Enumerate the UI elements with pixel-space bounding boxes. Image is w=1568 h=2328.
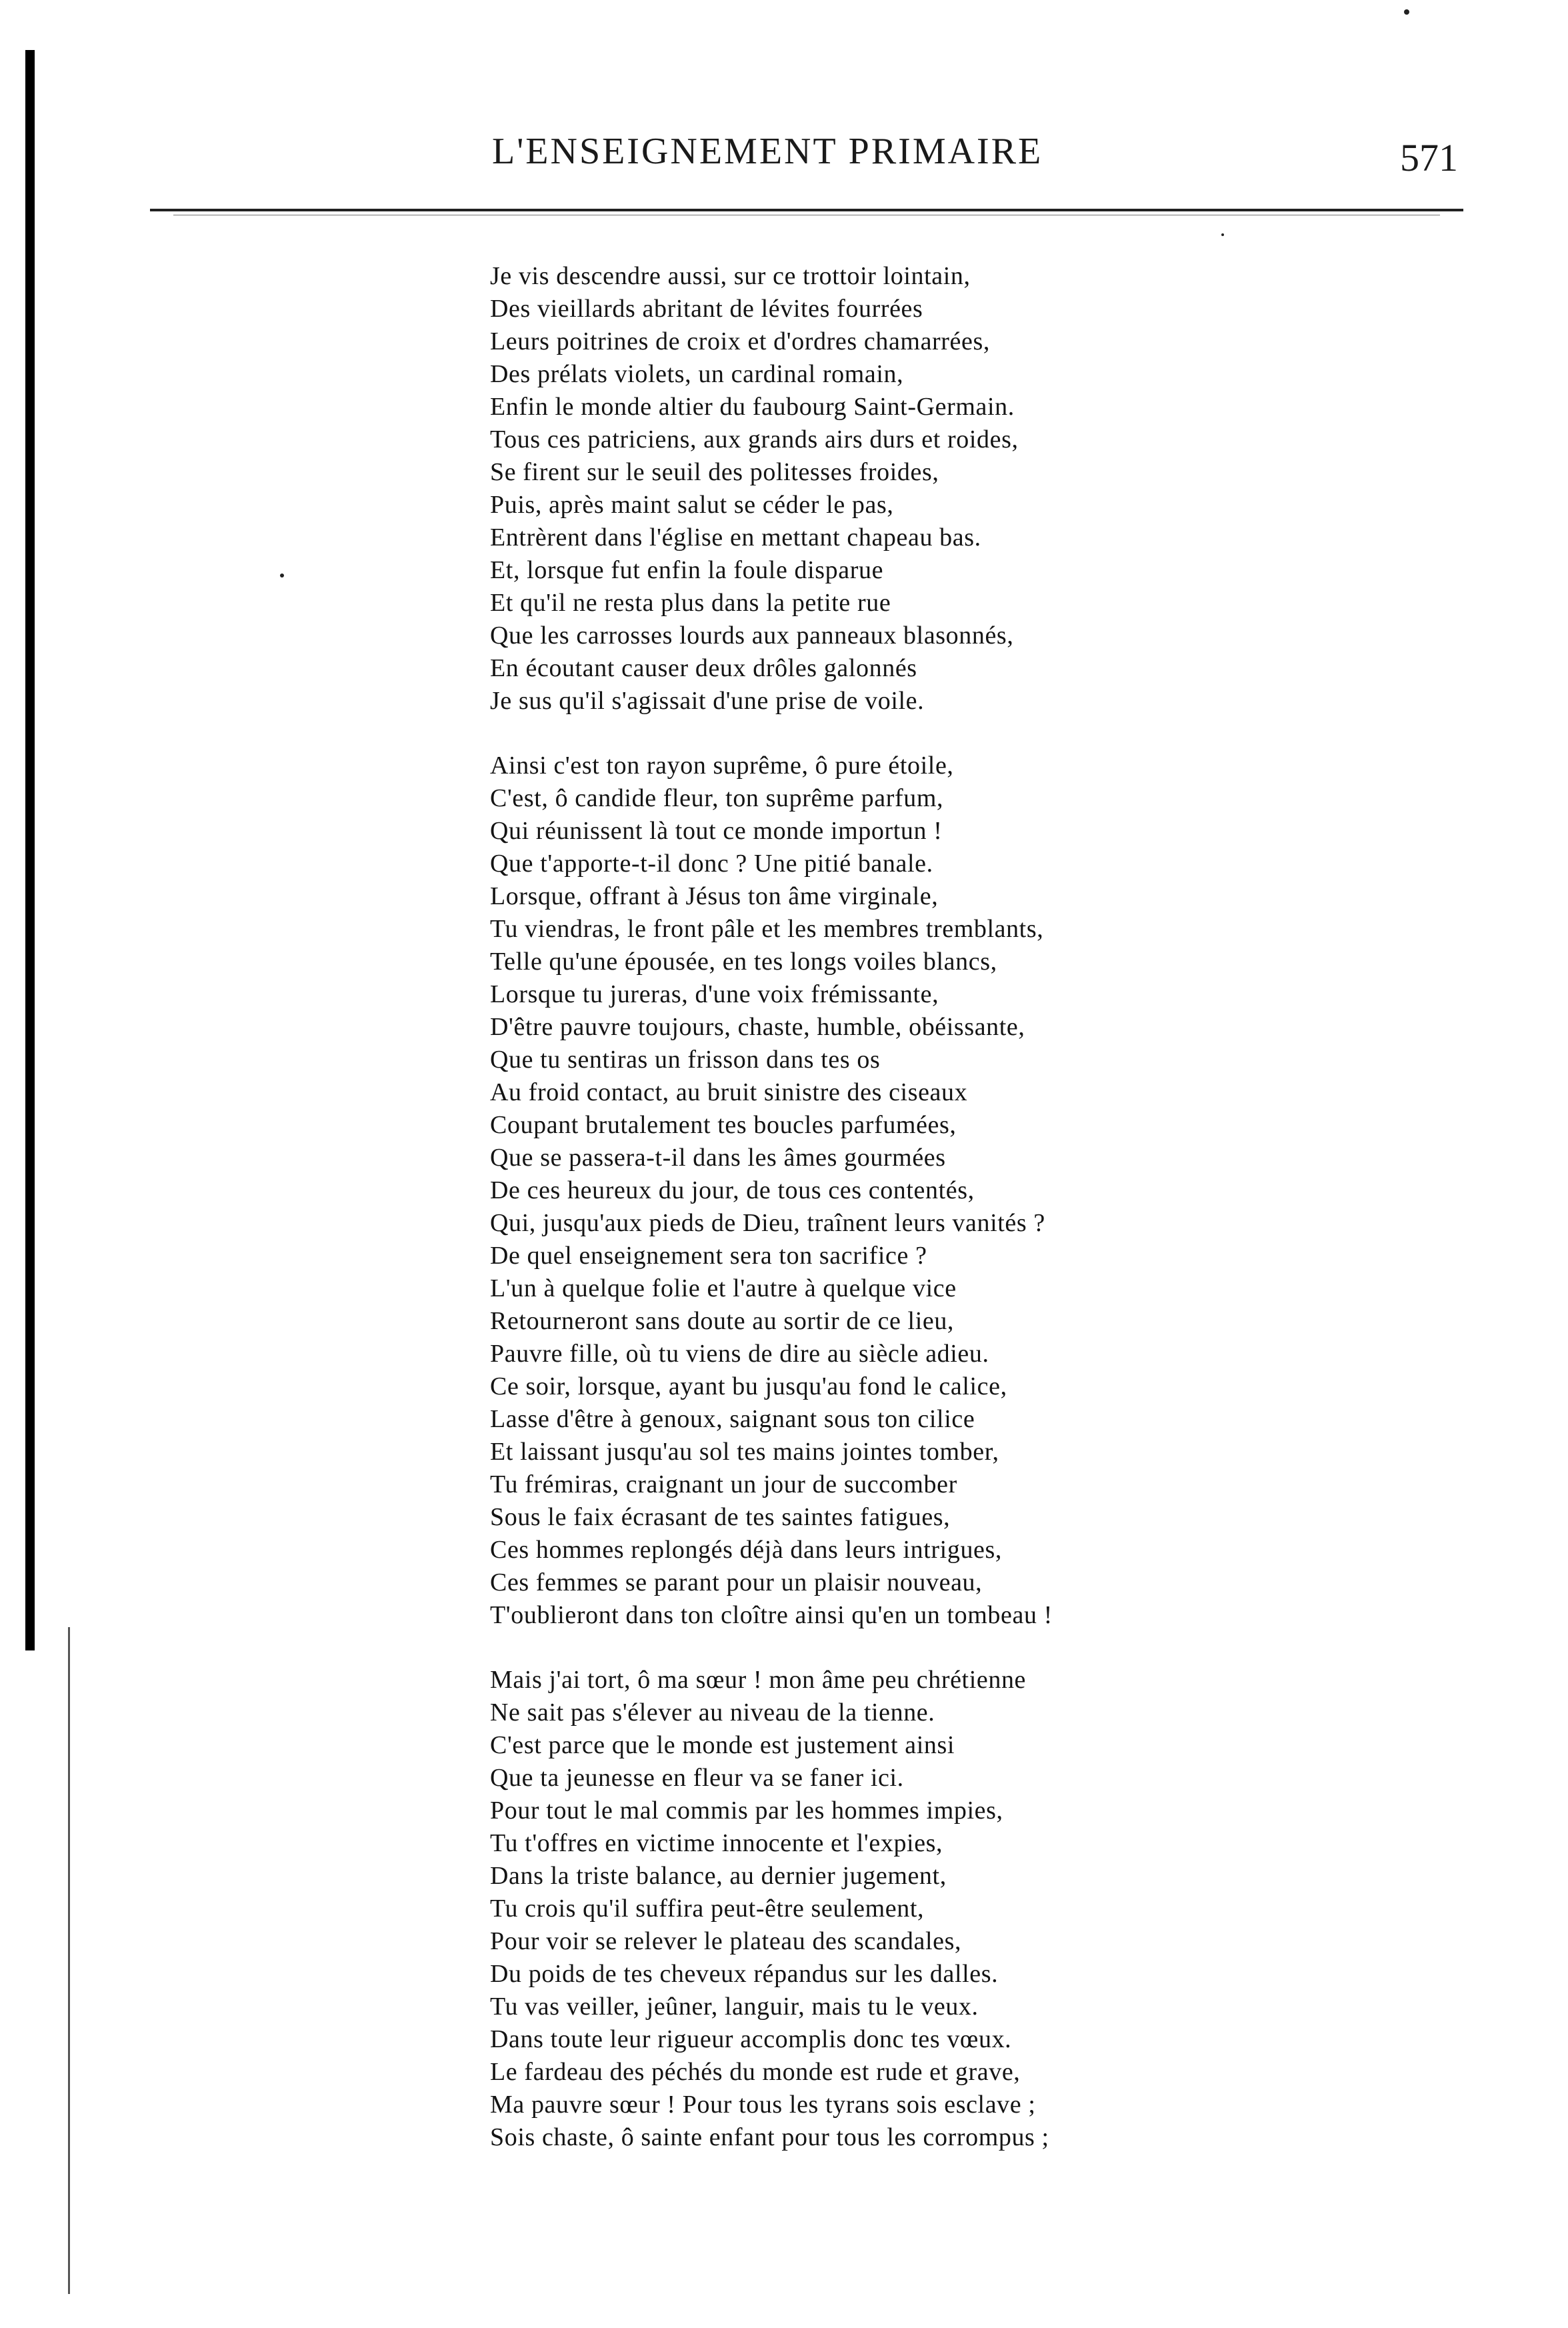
- verse-line: Ne sait pas s'élever au niveau de la tienne.: [490, 1698, 935, 1726]
- stanza: [490, 260, 1290, 718]
- header-rule: [150, 209, 1463, 211]
- verse-line: Pour voir se relever le plateau des scandales,: [490, 1927, 962, 1955]
- verse-line: Coupant brutalement tes boucles parfumées,: [490, 1111, 957, 1139]
- verse-line: Lorsque, offrant à Jésus ton âme virginale,: [490, 882, 939, 910]
- verse-line: Qui réunissent là tout ce monde importun !: [490, 817, 943, 845]
- speck: [280, 573, 284, 577]
- verse-line: Entrèrent dans l'église en mettant chapeau bas.: [490, 523, 981, 551]
- verse-line: Retourneront sans doute au sortir de ce lieu,: [490, 1307, 955, 1335]
- verse-line: Pour tout le mal commis par les hommes impies,: [490, 1797, 1003, 1825]
- verse-line: Je vis descendre aussi, sur ce trottoir lointain,: [490, 262, 971, 290]
- verse-line: Ces hommes replongés déjà dans leurs intrigues,: [490, 1536, 1002, 1564]
- poem: [490, 260, 1290, 2186]
- verse-line: Et qu'il ne resta plus dans la petite rue: [490, 589, 891, 617]
- verse-line: De quel enseignement sera ton sacrifice ?: [490, 1242, 927, 1270]
- verse-line: Enfin le monde altier du faubourg Saint-Germain.: [490, 393, 1015, 421]
- verse-line: Ainsi c'est ton rayon suprême, ô pure étoile,: [490, 752, 954, 780]
- verse-line: Dans la triste balance, au dernier jugement,: [490, 1862, 947, 1890]
- verse-line: De ces heureux du jour, de tous ces contentés,: [490, 1176, 975, 1204]
- verse-line: Lorsque tu jureras, d'une voix frémissante,: [490, 980, 939, 1008]
- verse-line: En écoutant causer deux drôles galonnés: [490, 654, 917, 682]
- verse-line: Ces femmes se parant pour un plaisir nouveau,: [490, 1568, 983, 1596]
- stanza: [490, 750, 1290, 1632]
- verse-line: Le fardeau des péchés du monde est rude et grave,: [490, 2058, 1021, 2086]
- verse-line: Tu viendras, le front pâle et les membres tremblants,: [490, 915, 1044, 943]
- verse-line: Sois chaste, ô sainte enfant pour tous les corrompus ;: [490, 2123, 1049, 2151]
- verse-line: Que tu sentiras un frisson dans tes os: [490, 1046, 881, 1074]
- verse-line: Des prélats violets, un cardinal romain,: [490, 360, 904, 388]
- speck: [1404, 9, 1409, 15]
- verse-line: Sous le faix écrasant de tes saintes fatigues,: [490, 1503, 951, 1531]
- verse-line: Telle qu'une épousée, en tes longs voiles blancs,: [490, 948, 997, 976]
- page-number: 571: [1400, 136, 1458, 179]
- verse-line: Que t'apporte-t-il donc ? Une pitié banale.: [490, 850, 933, 878]
- verse-line: Ma pauvre sœur ! Pour tous les tyrans sois esclave ;: [490, 2091, 1036, 2119]
- running-title: L'ENSEIGNEMENT PRIMAIRE: [492, 131, 1043, 172]
- verse-line: Que se passera-t-il dans les âmes gourmées: [490, 1144, 946, 1172]
- verse-line: Et, lorsque fut enfin la foule disparue: [490, 556, 884, 584]
- verse-line: C'est parce que le monde est justement ainsi: [490, 1731, 955, 1759]
- verse-line: Tu t'offres en victime innocente et l'expies,: [490, 1829, 943, 1857]
- stanza: [490, 1664, 1290, 2154]
- verse-line: Se firent sur le seuil des politesses froides,: [490, 458, 939, 486]
- verse-line: Des vieillards abritant de lévites fourrées: [490, 295, 923, 323]
- verse-line: T'oublieront dans ton cloître ainsi qu'en un tombeau !: [490, 1601, 1053, 1629]
- verse-line: Dans toute leur rigueur accomplis donc tes vœux.: [490, 2025, 1012, 2053]
- verse-line: L'un à quelque folie et l'autre à quelque vice: [490, 1274, 957, 1302]
- verse-line: Qui, jusqu'aux pieds de Dieu, traînent leurs vanités ?: [490, 1209, 1045, 1237]
- verse-line: Tous ces patriciens, aux grands airs durs et roides,: [490, 425, 1019, 453]
- verse-line: Pauvre fille, où tu viens de dire au siècle adieu.: [490, 1340, 989, 1368]
- verse-line: D'être pauvre toujours, chaste, humble, obéissante,: [490, 1013, 1025, 1041]
- verse-line: Lasse d'être à genoux, saignant sous ton cilice: [490, 1405, 975, 1433]
- verse-line: Ce soir, lorsque, ayant bu jusqu'au fond le calice,: [490, 1372, 1007, 1400]
- binding-edge-thin: [68, 1627, 70, 2294]
- verse-line: Leurs poitrines de croix et d'ordres chamarrées,: [490, 327, 990, 355]
- verse-line: C'est, ô candide fleur, ton suprême parfum,: [490, 784, 944, 812]
- speck: [1221, 233, 1224, 236]
- verse-line: Mais j'ai tort, ô ma sœur ! mon âme peu chrétienne: [490, 1666, 1027, 1694]
- verse-line: Puis, après maint salut se céder le pas,: [490, 491, 894, 519]
- verse-line: Tu frémiras, craignant un jour de succomber: [490, 1470, 957, 1498]
- binding-edge: [25, 50, 35, 1650]
- page-header: [0, 123, 1568, 183]
- verse-line: Au froid contact, au bruit sinistre des ciseaux: [490, 1078, 968, 1106]
- verse-line: Du poids de tes cheveux répandus sur les dalles.: [490, 1960, 999, 1988]
- verse-line: Je sus qu'il s'agissait d'une prise de voile.: [490, 687, 925, 715]
- verse-line: Que ta jeunesse en fleur va se faner ici.: [490, 1764, 904, 1792]
- verse-line: Que les carrosses lourds aux panneaux blasonnés,: [490, 622, 1014, 650]
- verse-line: Tu vas veiller, jeûner, languir, mais tu le veux.: [490, 1993, 979, 2021]
- verse-line: Tu crois qu'il suffira peut-être seulement,: [490, 1895, 925, 1923]
- verse-line: Et laissant jusqu'au sol tes mains jointes tomber,: [490, 1438, 999, 1466]
